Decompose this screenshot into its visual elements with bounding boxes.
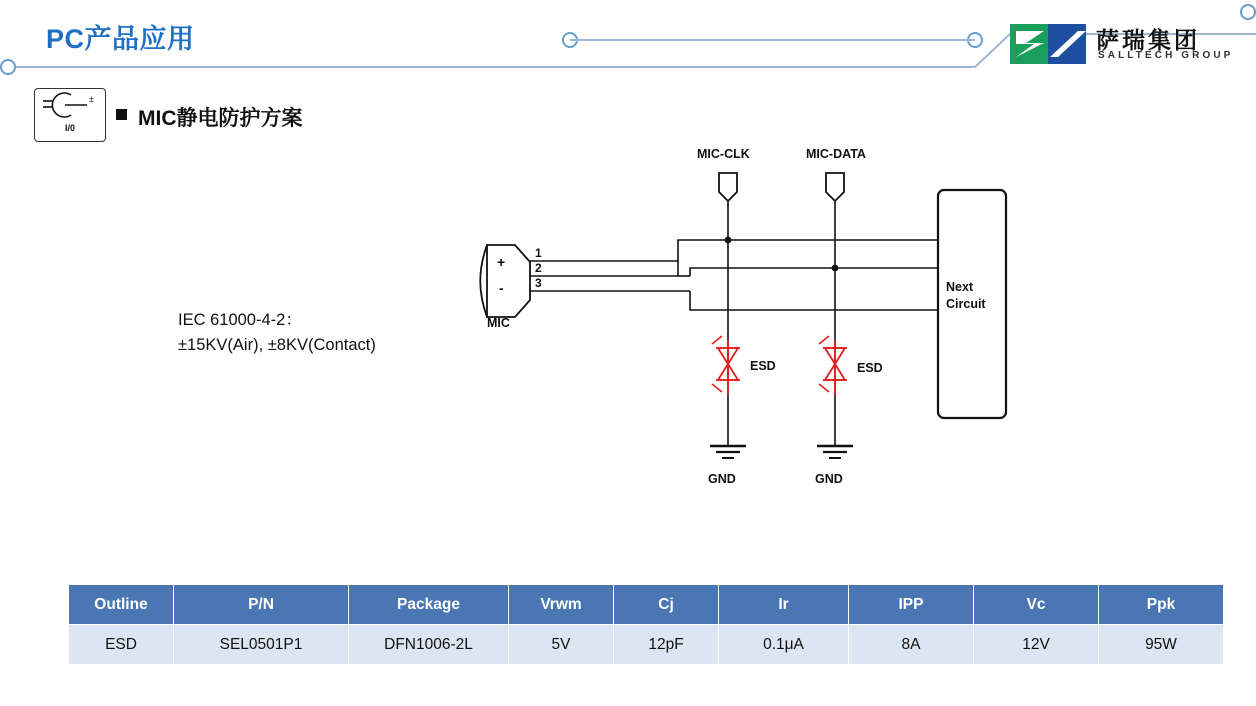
section-title: MIC静电防护方案 bbox=[138, 107, 303, 130]
table-header-cj: Cj bbox=[614, 585, 719, 625]
mic-symbol bbox=[487, 245, 530, 317]
table-cell-ppk: 95W bbox=[1099, 625, 1224, 665]
table-cell-ir: 0.1μA bbox=[719, 625, 849, 665]
logo-text-cn: 萨瑞集团 bbox=[1096, 27, 1200, 53]
part-spec-table bbox=[68, 584, 1224, 665]
gnd-label-1: GND bbox=[708, 472, 736, 486]
table-header-row bbox=[69, 585, 1224, 625]
next-circuit-label-line2: Circuit bbox=[946, 297, 986, 311]
pin-number-1: 1 bbox=[535, 246, 542, 260]
gnd-label-2: GND bbox=[815, 472, 843, 486]
next-circuit-label-line1: Next bbox=[946, 280, 974, 294]
signal-label-mic-clk: MIC-CLK bbox=[697, 147, 750, 161]
table-header-vrwm: Vrwm bbox=[509, 585, 614, 625]
mic-minus-sign: - bbox=[499, 280, 504, 296]
table-cell-package: DFN1006-2L bbox=[349, 625, 509, 665]
table-cell-ipp: 8A bbox=[849, 625, 974, 665]
table-cell-pn: SEL0501P1 bbox=[174, 625, 349, 665]
table-header-ipp: IPP bbox=[849, 585, 974, 625]
page-title: PC产品应用 bbox=[46, 24, 195, 54]
table-cell-outline: ESD bbox=[69, 625, 174, 665]
logo-text-en: SALLTECH GROUP bbox=[1098, 50, 1234, 61]
mic-plus-sign: + bbox=[497, 254, 506, 270]
table-header-outline: Outline bbox=[69, 585, 174, 625]
svg-text:±: ± bbox=[89, 94, 94, 104]
iec-spec-line2: ±15KV(Air), ±8KV(Contact) bbox=[178, 336, 376, 354]
table-header-pn: P/N bbox=[174, 585, 349, 625]
io-icon-label: I/0 bbox=[64, 123, 75, 133]
table-header-ir: Ir bbox=[719, 585, 849, 625]
table-cell-vc: 12V bbox=[974, 625, 1099, 665]
esd-label-2: ESD bbox=[857, 361, 883, 375]
table-header-vc: Vc bbox=[974, 585, 1099, 625]
table-header-ppk: Ppk bbox=[1099, 585, 1224, 625]
iec-spec-line1: IEC 61000-4-2： bbox=[178, 311, 302, 329]
table-cell-vrwm: 5V bbox=[509, 625, 614, 665]
table-cell-cj: 12pF bbox=[614, 625, 719, 665]
esd-label-1: ESD bbox=[750, 359, 776, 373]
table-header-package: Package bbox=[349, 585, 509, 625]
pin-number-3: 3 bbox=[535, 276, 542, 290]
signal-label-mic-data: MIC-DATA bbox=[806, 147, 866, 161]
mic-label: MIC bbox=[487, 316, 510, 330]
pin-number-2: 2 bbox=[535, 261, 542, 275]
table-row bbox=[69, 625, 1224, 665]
